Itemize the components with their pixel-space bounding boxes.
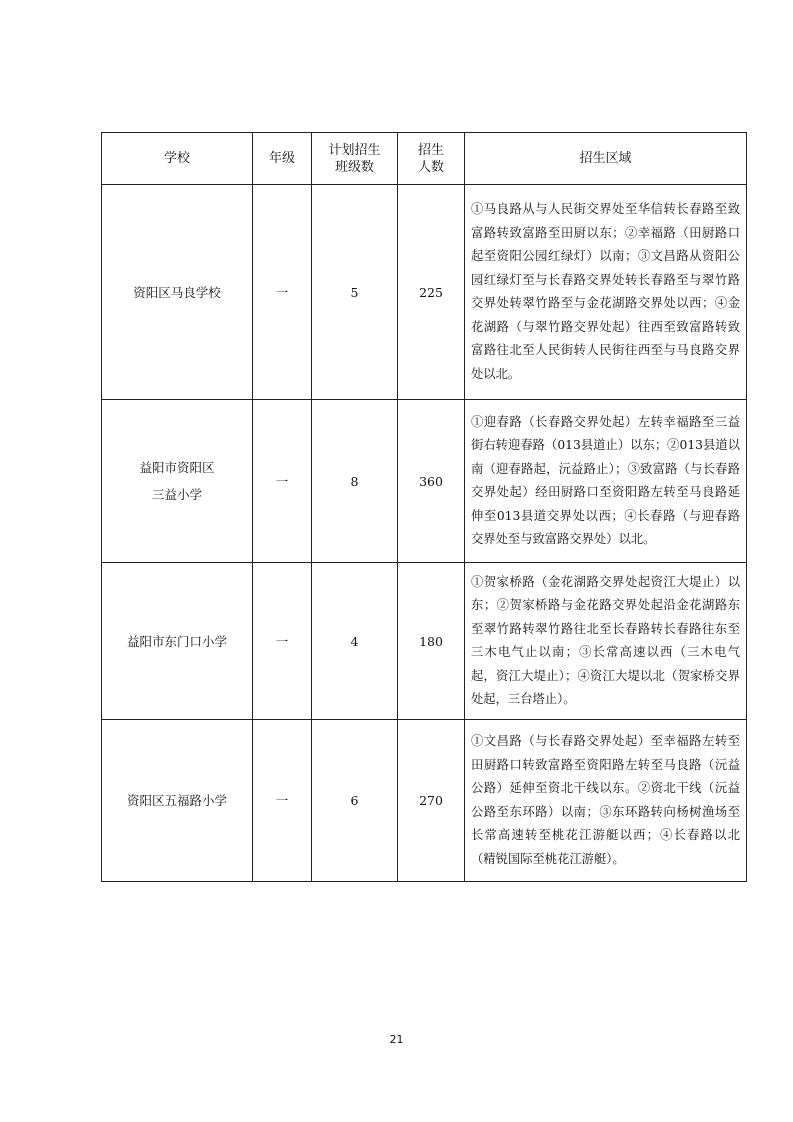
classes-cell: 4 bbox=[312, 563, 398, 720]
area-cell: ①文昌路（与长春路交界处起）至幸福路左转至田厨路口转致富路至资阳路左转至马良路（沅益公路）延伸至资北干线以东。②资北干线（沅益公路至东环路）以南；③东环路转向杨树渔场至长常高速转至桃花江游艇以西；④长春路以北（精锐国际至桃花江游艇）。 bbox=[465, 720, 747, 882]
classes-cell: 6 bbox=[312, 720, 398, 882]
table-row bbox=[102, 563, 747, 720]
students-cell: 360 bbox=[398, 400, 465, 563]
header-planned-classes-line1: 计划招生 bbox=[328, 142, 381, 158]
school-name: 益阳市东门口小学 bbox=[126, 633, 227, 649]
header-enrollment-line2: 人数 bbox=[417, 159, 444, 175]
school-name: 资阳区马良学校 bbox=[133, 284, 221, 300]
header-planned-classes bbox=[312, 133, 398, 185]
area-cell: ①马良路从与人民街交界处至华信转长春路至致富路转致富路至田厨以东；②幸福路（田厨路口起至资阳公园红绿灯）以南；③文昌路从资阳公园红绿灯至与长春路交界处转长春路至与翠竹路交界处转翠竹路至与金花湖路交界处以西；④金花湖路（与翠竹路交界处起）往西至致富路转致富路往北至人民街转人民街往西至与马良路交界处以北。 bbox=[465, 185, 747, 400]
header-enrollment bbox=[398, 133, 465, 185]
header-school: 学校 bbox=[102, 133, 253, 185]
school-name-line2: 三益小学 bbox=[151, 487, 202, 502]
students-cell: 225 bbox=[398, 185, 465, 400]
school-cell bbox=[102, 563, 253, 720]
table-row bbox=[102, 720, 747, 882]
school-cell bbox=[102, 185, 253, 400]
classes-cell: 5 bbox=[312, 185, 398, 400]
school-cell bbox=[102, 720, 253, 882]
header-area: 招生区域 bbox=[465, 133, 747, 185]
grade-cell: 一 bbox=[253, 720, 312, 882]
grade-cell: 一 bbox=[253, 185, 312, 400]
grade-cell: 一 bbox=[253, 563, 312, 720]
school-cell bbox=[102, 400, 253, 563]
grade-cell: 一 bbox=[253, 400, 312, 563]
school-name: 资阳区五福路小学 bbox=[126, 793, 227, 808]
table-header-row bbox=[102, 133, 747, 185]
students-cell: 270 bbox=[398, 720, 465, 882]
table-row bbox=[102, 185, 747, 400]
area-cell: ①迎春路（长春路交界处起）左转幸福路至三益街右转迎春路（013县道止）以东；②013县道以南（迎春路起，沅益路止）；③致富路（与长春路交界处起）经田厨路口至资阳路左转至马良路延伸至013县道交界处以西；④长春路（与迎春路交界处至与致富路交界处）以北。 bbox=[465, 400, 747, 563]
classes-cell: 8 bbox=[312, 400, 398, 563]
enrollment-table bbox=[101, 132, 747, 882]
table-row bbox=[102, 400, 747, 563]
students-cell: 180 bbox=[398, 563, 465, 720]
page-number: 21 bbox=[389, 1033, 404, 1046]
header-grade: 年级 bbox=[253, 133, 312, 185]
header-planned-classes-line2: 班级数 bbox=[334, 159, 374, 175]
area-cell: ①贺家桥路（金花湖路交界处起资江大堤止）以东；②贺家桥路与金花路交界处起沿金花湖路东至翠竹路转翠竹路往北至长春路转长春路往东至三木电气止以南；③长常高速以西（三木电气起，资江大堤止）；④资江大堤以北（贺家桥交界处起，三台塔止）。 bbox=[465, 563, 747, 720]
school-name-line1: 益阳市资阳区 bbox=[139, 460, 215, 475]
header-enrollment-line1: 招生 bbox=[417, 142, 444, 158]
